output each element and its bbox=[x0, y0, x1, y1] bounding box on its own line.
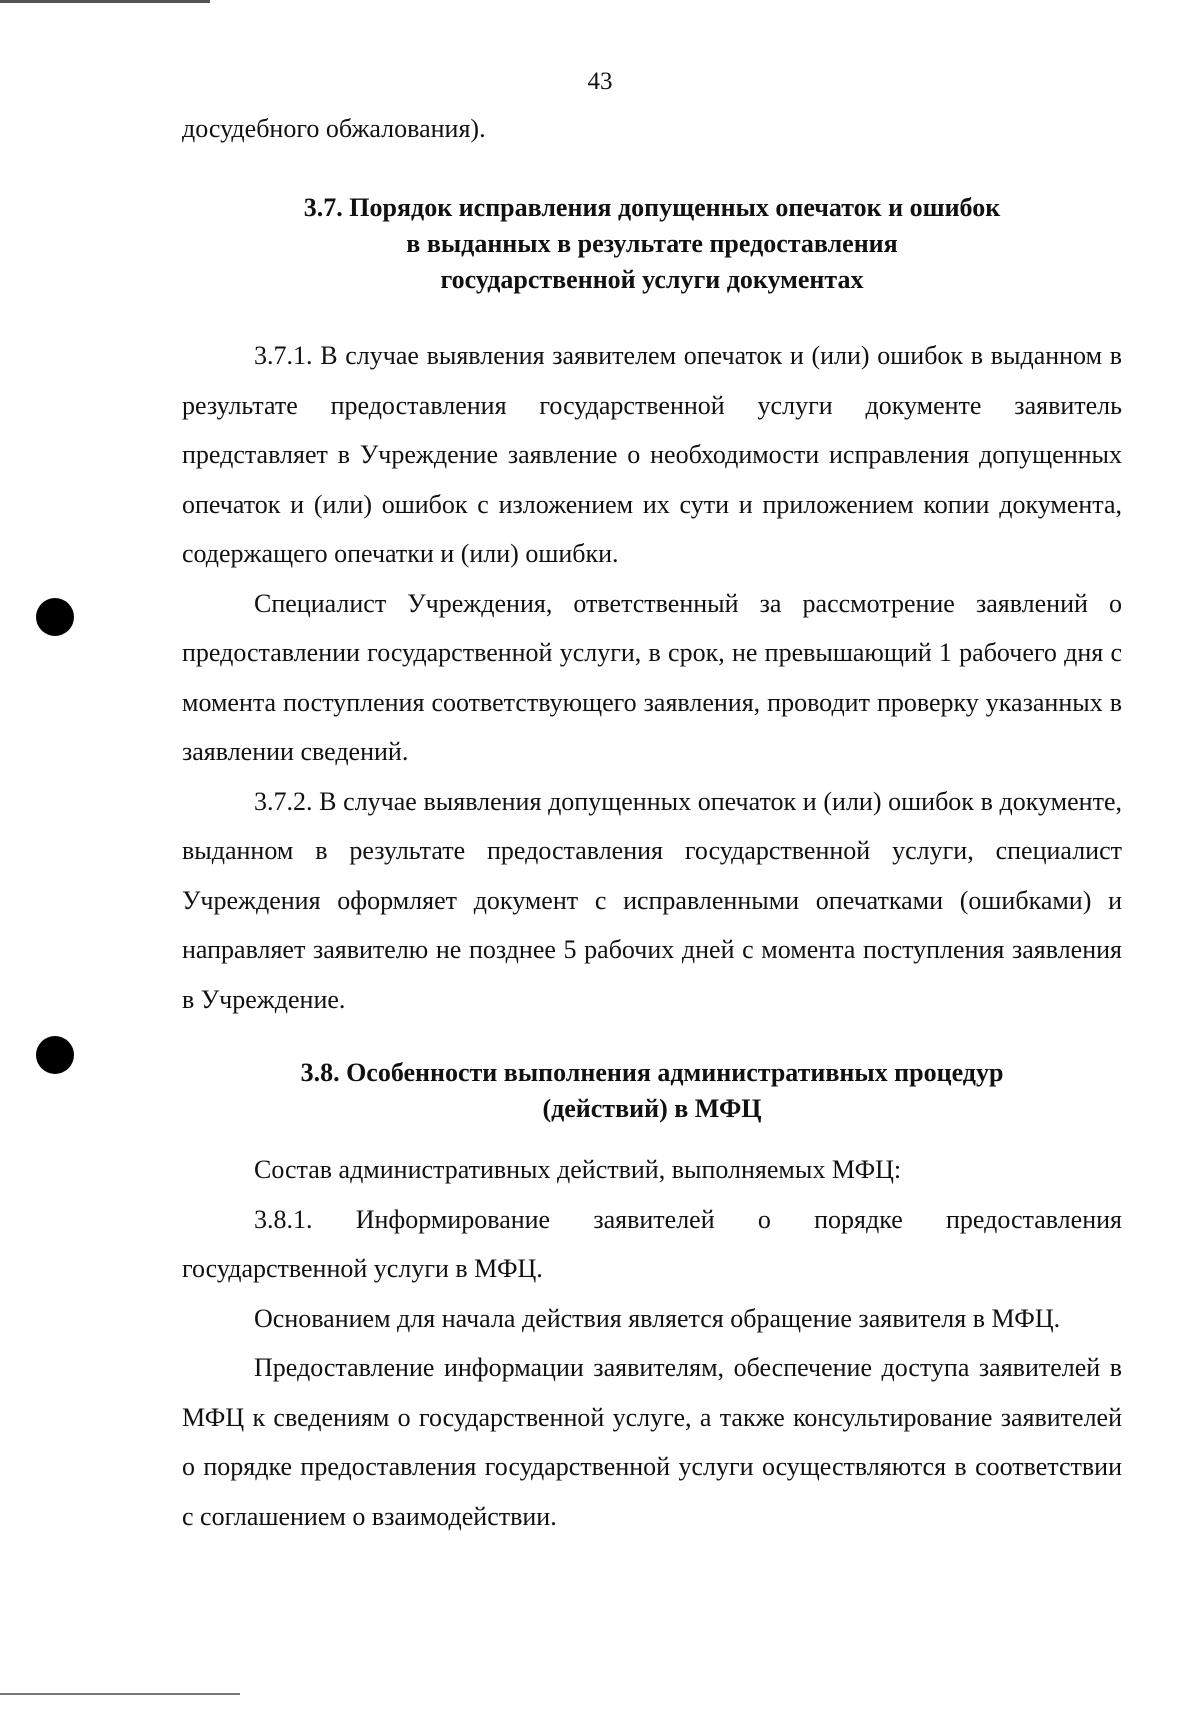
punch-hole-mark bbox=[36, 1036, 74, 1074]
paragraph: 3.8.1. Информирование заявителей о порядке предоставления государственной услуги в МФЦ. bbox=[182, 1204, 1122, 1283]
scan-edge-line bbox=[0, 0, 210, 3]
paragraph: 3.7.2. В случае выявления допущенных опечаток и (или) ошибок в документе, выданном в результате предоставления государственной услуги, специалист Учреждения оформляет документ с исправленными опечатками (ошибками) и направляет заявителю не позднее 5 рабочих дней с момента поступления заявления в Учреждение. bbox=[182, 786, 1122, 1014]
section-3-8-heading bbox=[182, 1055, 1122, 1127]
scan-edge-line bbox=[0, 1693, 240, 1695]
heading-line: (действий) в МФЦ bbox=[542, 1094, 762, 1123]
heading-line: в выданных в результате предоставления bbox=[406, 229, 898, 258]
paragraph: 3.7.1. В случае выявления заявителем опечаток и (или) ошибок в выданном в результате предоставления государственной услуги документе заявитель представляет в Учреждение заявление о необходимости исправления допущенных опечаток и (или) ошибок с изложением их сути и приложением копии документа, содержащего опечатки и (или) ошибки. bbox=[182, 341, 1122, 568]
paragraph: Основанием для начала действия является обращение заявителя в МФЦ. bbox=[254, 1303, 1061, 1333]
section-3-7-body bbox=[182, 331, 1122, 1024]
section-3-8-body bbox=[182, 1145, 1122, 1541]
paragraph: Состав административных действий, выполняемых МФЦ: bbox=[254, 1155, 902, 1184]
heading-line: государственной услуги документах bbox=[440, 265, 864, 294]
punch-hole-mark bbox=[36, 598, 74, 636]
paragraph: Специалист Учреждения, ответственный за рассмотрение заявлений о предоставлении государственной услуги, в срок, не превышающий 1 рабочего дня с момента поступления соответствующего заявления, проводит проверку указанных в заявлении сведений. bbox=[182, 588, 1122, 766]
heading-line: 3.7. Порядок исправления допущенных опечаток и ошибок bbox=[303, 193, 1001, 222]
section-3-7-heading bbox=[182, 190, 1122, 298]
intro-fragment: досудебного обжалования). bbox=[182, 114, 486, 143]
heading-line: 3.8. Особенности выполнения административных процедур bbox=[300, 1058, 1004, 1087]
page-number: 43 bbox=[587, 68, 613, 95]
intro-fragment-block bbox=[182, 104, 1122, 154]
paragraph: Предоставление информации заявителям, обеспечение доступа заявителей в МФЦ к сведениям о государственной услуге, а также консультирование заявителей о порядке предоставления государственной услуги осуществляются в соответствии с соглашением о взаимодействии. bbox=[182, 1353, 1122, 1531]
